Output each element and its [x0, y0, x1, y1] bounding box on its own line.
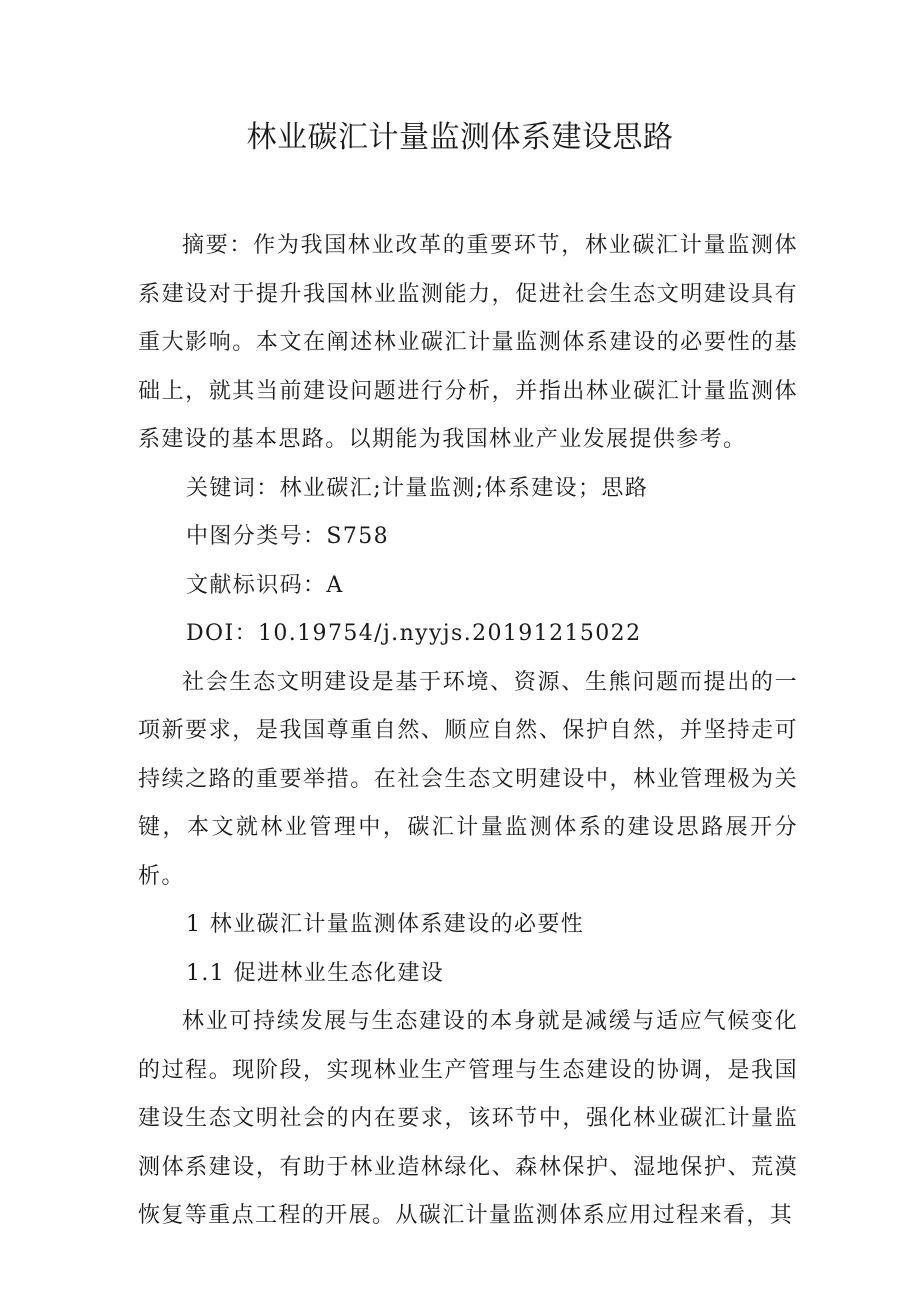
document-title: 林业碳汇计量监测体系建设思路 — [246, 120, 674, 155]
clc-number-line: 中图分类号：S758 — [186, 524, 390, 549]
doi-line: DOI：10.19754/j.nyyjs.20191215022 — [186, 621, 642, 646]
document-body — [138, 222, 798, 1241]
abstract-paragraph: 摘要：作为我国林业改革的重要环节，林业碳汇计量监测体系建设对于提升我国林业监测能力，促进社会生态文明建设具有重大影响。本文在阐述林业碳汇计量监测体系建设的必要性的基础上，就其当前建设问题进行分析，并指出林业碳汇计量监测体系建设的基本思路。以期能为我国林业产业发展提供参考。 — [138, 233, 798, 452]
document-code-line: 文献标识码：A — [186, 572, 344, 598]
section-1-1-paragraph: 林业可持续发展与生态建设的本身就是减缓与适应气候变化的过程。现阶段，实现林业生产管理与生态建设的协调，是我国建设生态文明社会的内在要求，该环节中，强化林业碳汇计量监测体系建设，有助于林业造林绿化、森林保护、湿地保护、荒漠恢复等重点工程的开展。从碳汇计量监测体系应用过程来看，其 — [138, 1009, 798, 1228]
section-heading-1: 1 林业碳汇计量监测体系建设的必要性 — [186, 912, 585, 937]
section-heading-1-1: 1.1 促进林业生态化建设 — [186, 960, 445, 986]
keywords-line: 关键词：林业碳汇;计量监测;体系建设；思路 — [186, 475, 649, 501]
intro-paragraph: 社会生态文明建设是基于环境、资源、生熊问题而提出的一项新要求，是我国尊重自然、顺应自然、保护自然，并坚持走可持续之路的重要举措。在社会生态文明建设中，林业管理极为关键，本文就林业管理中，碳汇计量监测体系的建设思路展开分析。 — [138, 669, 798, 889]
